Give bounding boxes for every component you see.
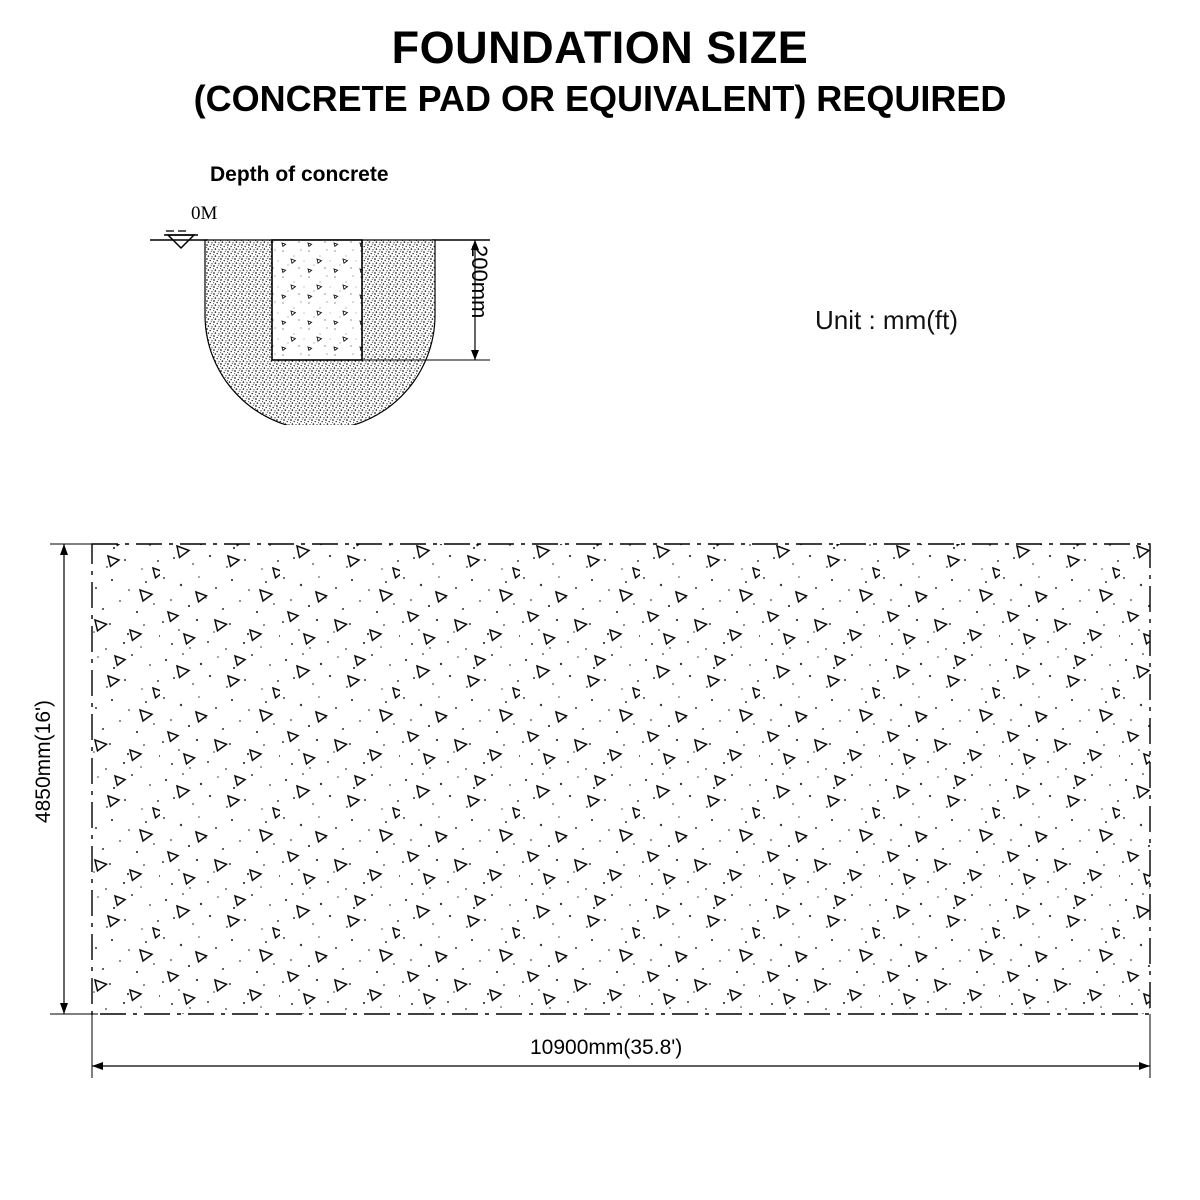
page-title-block	[0, 24, 1200, 120]
plan-height-dimension-label: 4850mm(16')	[32, 700, 55, 824]
foundation-plan-diagram	[40, 530, 1170, 1090]
ground-level-label: 0M	[191, 203, 218, 224]
page-subtitle: (CONCRETE PAD OR EQUIVALENT) REQUIRED	[193, 78, 1007, 120]
plan-width-dimension-label: 10900mm(35.8')	[530, 1036, 683, 1059]
unit-label: Unit : mm(ft)	[815, 305, 958, 335]
page-title: FOUNDATION SIZE	[391, 22, 809, 73]
depth-dimension-label: 200mm	[467, 245, 492, 319]
depth-of-concrete-label: Depth of concrete	[210, 163, 389, 186]
